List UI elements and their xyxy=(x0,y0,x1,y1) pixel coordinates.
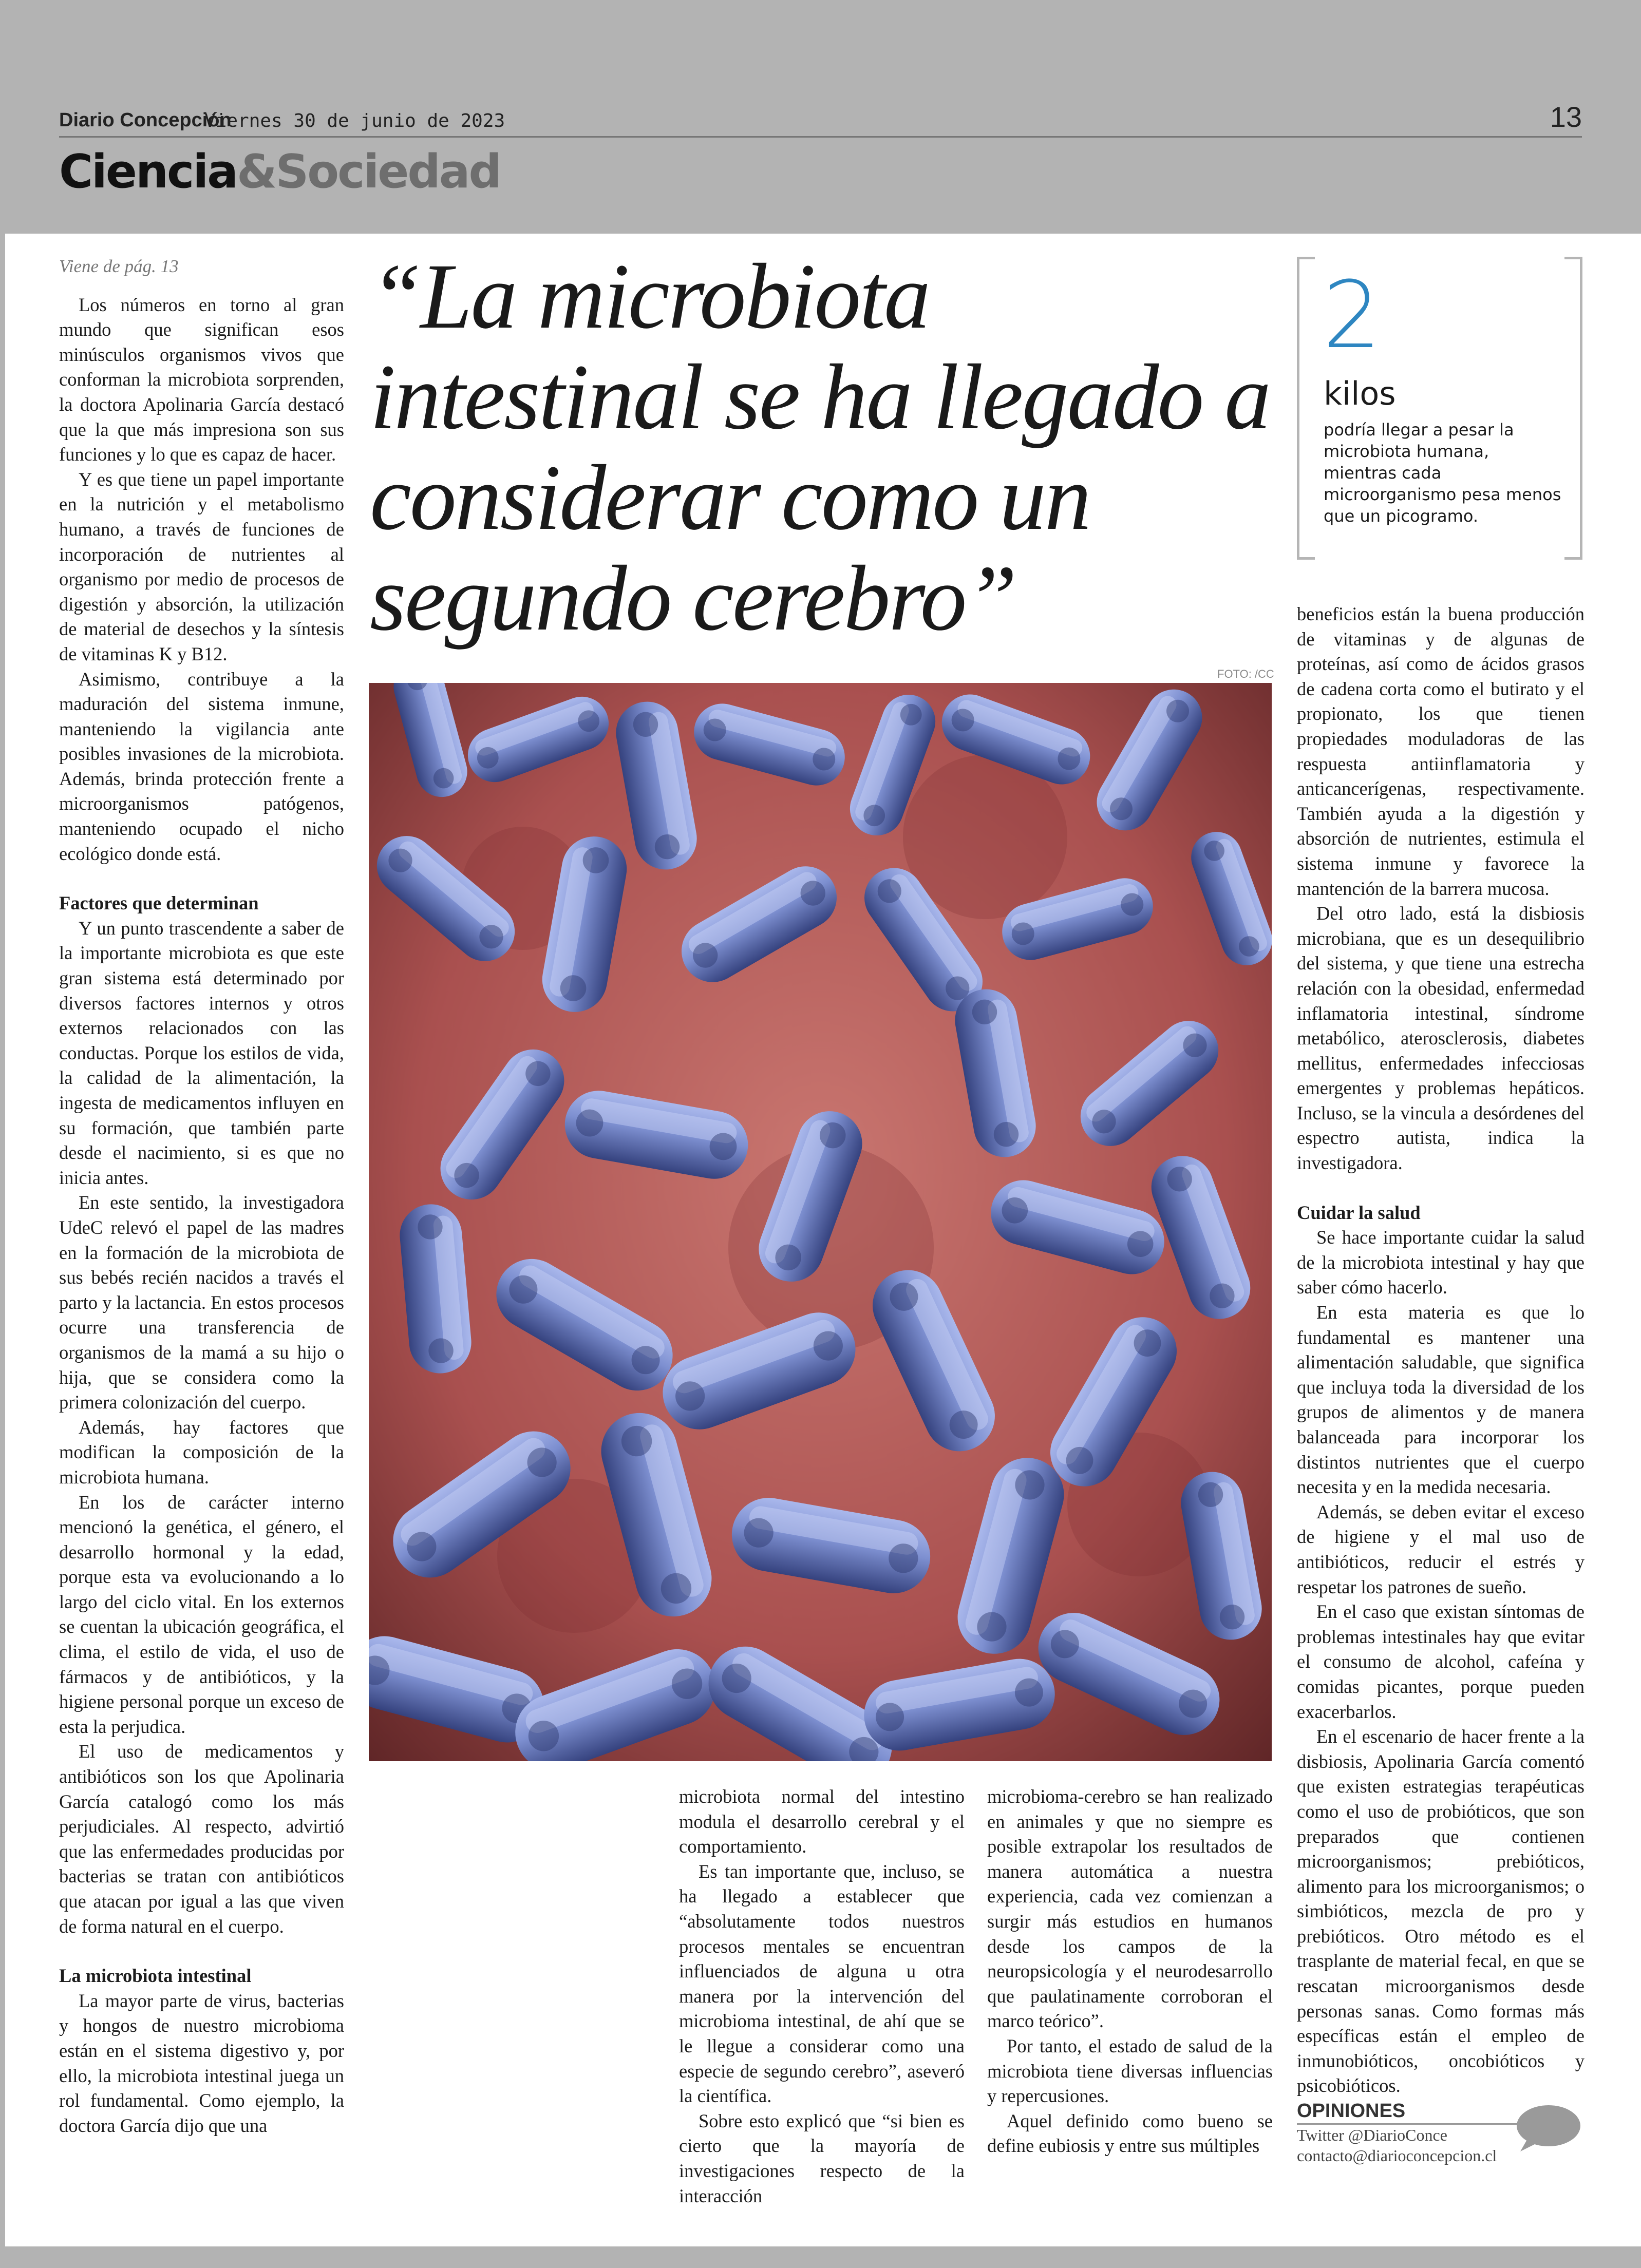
paragraph: Se hace importante cuidar la salud de la microbiota intestinal y hay que saber cómo hacerlo. xyxy=(1297,1227,1585,1298)
paragraph: Sobre esto explicó que “si bien es cierto que la mayoría de investigaciones respecto de la interacción xyxy=(679,2110,965,2206)
photo-credit: FOTO: /CC xyxy=(1217,668,1274,680)
factbox-bracket-left xyxy=(1297,257,1315,560)
paragraph: Los números en torno al gran mundo que significan esos minúsculos organismos vivos que conforman la microbiota sorprenden, la doctora Apolinaria García destacó que la que más impresiona son sus funciones y lo que es capaz de hacer. xyxy=(59,294,344,465)
paragraph: En el escenario de hacer frente a la disbiosis, Apolinaria García comentó que existen estrategias terapéuticas como el uso de probióticos, que son preparados que contienen microorganismos; prebióticos, alimento para los microorganismos; o simbióticos, mezcla de pro y prebióticos. Otro método es el trasplante de material fecal, en que se rescatan microorganismos desde personas sanas. Como formas más específicas están el empleo de inmunobióticos, oncobióticos y psicobióticos. xyxy=(1297,1726,1585,2097)
paragraph: En este sentido, la investigadora UdeC relevó el papel de las madres en la formación de la microbiota de sus bebés recién nacidos a través el parto y la lactancia. En estos procesos ocurre una transferencia de organismos de la mamá a su hijo o hija, que se considera como la primera colonización del cuerpo. xyxy=(59,1192,344,1413)
factbox-text: podría llegar a pesar la microbiota humana, mientras cada microorganismo pesa menos que un picogramo. xyxy=(1324,420,1561,526)
paper-name: Diario Concepción xyxy=(59,109,232,131)
paragraph: Y un punto trascendente a saber de la importante microbiota es que este gran sistema está determinado por diversos factores internos y otros externos relacionados con las conductas. Porque los estilos de vida, la calidad de la alimentación, la ingesta de medicamentos influyen en su formación, que también parte desde el nacimiento, si es que no inicia antes. xyxy=(59,917,344,1188)
subheading: Cuidar la salud xyxy=(1297,1202,1421,1223)
bacteria-photo xyxy=(369,683,1272,1761)
continued-from-note: Viene de pág. 13 xyxy=(59,256,179,276)
opinions-email: contacto@diarioconcepcion.cl xyxy=(1297,2146,1497,2165)
paragraph: Por tanto, el estado de salud de la microbiota tiene diversas influencias y repercusiones. xyxy=(987,2035,1273,2107)
paragraph: La mayor parte de virus, bacterias y hongos de nuestro microbioma están en el sistema digestivo y, por ello, la microbiota intestinal juega un rol fundamental. Como ejemplo, la doctora García dijo que una xyxy=(59,1990,344,2136)
paragraph: En esta materia es que lo fundamental es mantener una alimentación saludable, que significa que incluya toda la diversidad de los grupos de alimentos y de manera balanceada para incorporar los distintos nutrientes que el cuerpo necesita y en la medida necesaria. xyxy=(1297,1302,1585,1498)
headline: “La microbiota intestinal se ha llegado a considerar como un segundo cerebro” xyxy=(370,245,1270,650)
paragraph: Es tan importante que, incluso, se ha llegado a establecer que “absolutamente todos nuestros procesos mentales se encuentran influenciados de alguna u otra manera por la intervención del microbioma intestinal, de ahí que se le llegue a considerar como una especie de segundo cerebro”, aseveró la científica. xyxy=(679,1860,965,2107)
section-title xyxy=(59,145,500,199)
paragraph: Además, hay factores que modifican la composición de la microbiota humana. xyxy=(59,1416,344,1488)
factbox-bracket-right xyxy=(1564,257,1582,560)
bacteria-illustration xyxy=(369,683,1272,1761)
factbox xyxy=(1297,257,1582,555)
paragraph: En el caso que existan síntomas de problemas intestinales hay que evitar el consumo de alcohol, cafeína y comidas picantes, porque pueden exacerbarlos. xyxy=(1297,1601,1585,1722)
paragraph: Asimismo, contribuye a la maduración del sistema inmune, manteniendo la vigilancia ante posibles invasiones de la microbiota. Además, brinda protección frente a microorganismos patógenos, manteniendo ocupado el nicho ecológico donde está. xyxy=(59,668,344,864)
paragraph: Aquel definido como bueno se define eubiosis y entre sus múltiples xyxy=(987,2110,1273,2157)
masthead xyxy=(59,101,1582,138)
subheading: Factores que determinan xyxy=(59,892,259,914)
paragraph: microbiota normal del intestino modula el desarrollo cerebral y el comportamiento. xyxy=(679,1786,965,1857)
factbox-number: 2 xyxy=(1323,262,1382,369)
opinions-twitter: Twitter @DiarioConce xyxy=(1297,2126,1447,2144)
paragraph: El uso de medicamentos y antibióticos son los que Apolinaria García catalogó como los más perjudiciales. Al respecto, advirtió que las enfermedades producidas por bacterias se tratan con antibióticos que atacan por igual a las que viven de forma natural en el cuerpo. xyxy=(59,1741,344,1937)
article-column-3 xyxy=(987,1784,1273,2159)
paragraph: Del otro lado, está la disbiosis microbiana, que es un desequilibrio del sistema, y que tiene una estrecha relación con la obesidad, enfermedad inflamatoria intestinal, síndrome metabólico, aterosclerosis, diabetes mellitus, enfermedades infecciosas emergentes y problemas hepáticos. Incluso, se la vincula a desórdenes del espectro autista, indica la investigadora. xyxy=(1297,903,1585,1174)
article-column-1 xyxy=(59,254,344,2138)
paragraph: Además, se deben evitar el exceso de higiene y el mal uso de antibióticos, reducir el estrés y respetar los patrones de sueño. xyxy=(1297,1501,1585,1597)
section-title-part2: Sociedad xyxy=(275,145,500,199)
subheading: La microbiota intestinal xyxy=(59,1965,252,1987)
speech-bubble-icon xyxy=(1510,2103,1582,2154)
article-column-2 xyxy=(679,1784,965,2208)
opinions-title: OPINIONES xyxy=(1297,2100,1518,2125)
paragraph: Y es que tiene un papel importante en la nutrición y el metabolismo humano, a través de funciones de incorporación de nutrientes al organismo por medio de procesos de digestión y absorción, la utilización de material de desechos y la síntesis de vitaminas K y B12. xyxy=(59,468,344,664)
section-title-part1: Ciencia xyxy=(59,145,237,199)
factbox-unit: kilos xyxy=(1324,375,1396,412)
issue-date: Viernes 30 de junio de 2023 xyxy=(204,110,505,131)
paragraph: microbioma-cerebro se han realizado en animales y que no siempre es posible extrapolar los resultados de manera automática a nuestra experiencia, cada vez comienzan a surgir más estudios en humanos desde los campos de la neuropsicología y el neurodesarrollo que paulatinamente corroboran el marco teórico”. xyxy=(987,1786,1273,2032)
paragraph: beneficios están la buena producción de vitaminas y de algunas de proteínas, así como de ácidos grasos de cadena corta como el butirato y el propionato, los que tienen propiedades moduladoras de las respuesta antiinflamatoria y anticancerígenas, respectivamente. También ayuda a la digestión y absorción de nutrientes, estimula el sistema inmune y favorece la mantención de la barrera mucosa. xyxy=(1297,603,1585,899)
section-title-ampersand: & xyxy=(236,145,276,199)
paragraph: En los de carácter interno mencionó la genética, el género, el desarrollo hormonal y la edad, porque esta va evolucionando a lo largo del ciclo vital. En los externos se cuentan la ubicación geográfica, el clima, el estilo de vida, el uso de fármacos y de antibióticos, y la higiene personal porque un exceso de esta la perjudica. xyxy=(59,1491,344,1737)
page-number: 13 xyxy=(1550,101,1582,133)
article-column-4 xyxy=(1297,602,1585,2099)
